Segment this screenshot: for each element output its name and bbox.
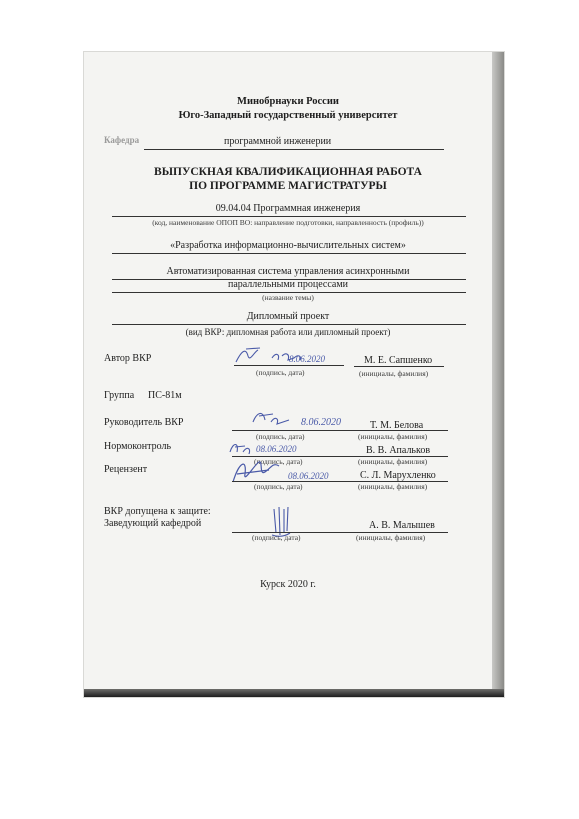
reviewer-name-caption: (инициалы, фамилия) [358,482,428,491]
admission-label: ВКР допущена к защите: [104,506,211,517]
work-type-line [112,324,466,325]
author-name-line [354,366,444,367]
topic-caption: (название темы) [262,293,314,302]
direction-caption: (код, наименование ОПОП ВО: направление подготовки, направленность (профиль)) [152,218,424,227]
author-sign-caption: (подпись, дата) [256,368,305,377]
head-name: А. В. Малышев [369,520,435,531]
supervisor-name-caption: (инициалы, фамилия) [358,432,428,441]
department-label: Кафедра [104,135,140,145]
supervisor-sign-line [232,430,357,431]
normcontrol-label: Нормоконтроль [104,441,172,452]
work-title-line1: ВЫПУСКНАЯ КВАЛИФИКАЦИОННАЯ РАБОТА [154,166,422,178]
work-type: Дипломный проект [246,311,330,322]
topic-line1: Автоматизированная система управления асинхронными [166,266,410,277]
head-sign-caption: (подпись, дата) [252,533,301,542]
reviewer-label: Рецензент [104,464,148,475]
department-line [144,149,444,150]
supervisor-sign-caption: (подпись, дата) [256,432,305,441]
author-name-caption: (инициалы, фамилия) [359,369,429,378]
profile-name: «Разработка информационно-вычислительных систем» [170,240,406,251]
normcontrol-sign-caption: (подпись, дата) [254,457,303,466]
head-label: Заведующий кафедрой [104,518,202,529]
department-value: программной инженерии [224,136,332,147]
supervisor-signature [249,408,309,430]
supervisor-name: Т. М. Белова [370,420,424,431]
profile-line [112,253,466,254]
supervisor-name-line [356,430,448,431]
head-name-caption: (инициалы, фамилия) [356,533,426,542]
normcontrol-date: 08.06.2020 [256,444,297,454]
work-title-line2: ПО ПРОГРАММЕ МАГИСТРАТУРЫ [189,180,387,192]
ministry-name: Минобрнауки России [237,96,339,107]
author-label: Автор ВКР [104,353,152,364]
topic-line2: параллельными процессами [227,279,349,290]
city-year: Курск 2020 г. [260,579,316,590]
group-label: Группа [104,390,135,401]
normcontrol-name: В. В. Апальков [366,445,431,456]
university-name: Юго-Западный государственный университет [178,110,398,121]
supervisor-label: Руководитель ВКР [104,417,184,428]
direction-code: 09.04.04 Программная инженерия [215,203,361,214]
author-name: М. Е. Сапшенко [364,355,433,366]
document-page [84,52,504,697]
page-edge-shadow [492,52,504,697]
reviewer-sign-caption: (подпись, дата) [254,482,303,491]
direction-line [112,216,466,217]
reviewer-name: С. Л. Марухленко [360,470,436,481]
reviewer-date: 08.06.2020 [288,471,329,481]
group-value: ПС-81м [148,390,182,401]
author-sign-line [234,365,344,366]
supervisor-date: 8.06.2020 [301,417,341,428]
normcontrol-name-caption: (инициалы, фамилия) [358,457,428,466]
work-type-caption: (вид ВКР: дипломная работа или дипломный проект) [185,327,391,337]
page-bottom-shadow [84,689,504,697]
author-date: 8.06.2020 [289,354,325,364]
